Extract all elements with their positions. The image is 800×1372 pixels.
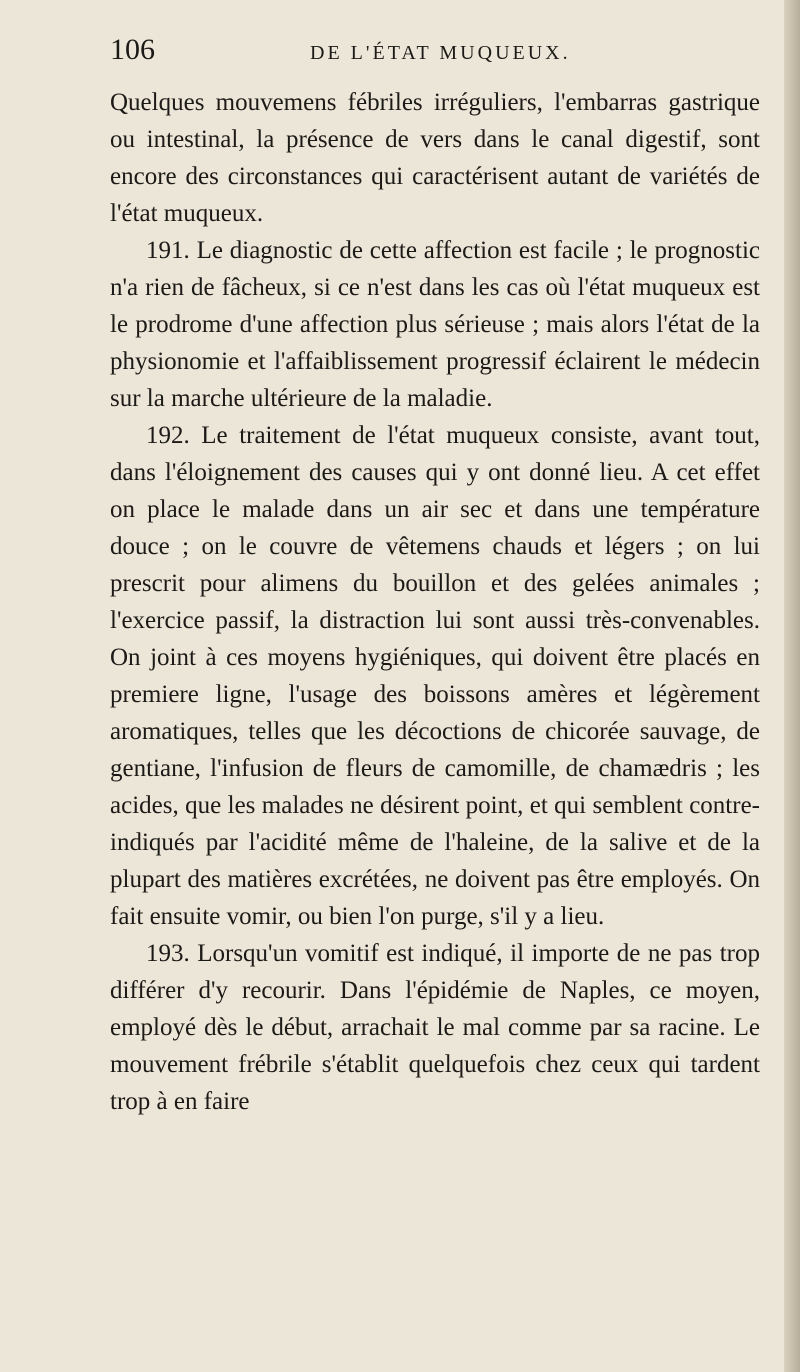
running-title: DE L'ÉTAT MUQUEUX. bbox=[310, 42, 571, 64]
running-head bbox=[110, 30, 760, 72]
page-number: 106 bbox=[110, 33, 155, 66]
paragraph-191: 191. Le diagnostic de cette affection est facile ; le prognostic n'a rien de fâcheux, si ce n'est dans les cas où l'état muqueux est le prodrome d'une affection plus sérieuse ; mais alors l'état de la physionomie et l'affaiblissement progressif éclairent le médecin sur la marche ultérieure de la maladie. bbox=[110, 237, 760, 412]
paragraph-192: 192. Le traitement de l'état muqueux consiste, avant tout, dans l'éloignement des causes qui y ont donné lieu. A cet effet on place le malade dans un air sec et dans une température douce ; on le couvre de vêtemens chauds et légers ; on lui prescrit pour alimens du bouillon et des gelées animales ; l'exercice passif, la distraction lui sont aussi très-convenables. On joint à ces moyens hygiéniques, qui doivent être placés en premiere ligne, l'usage des boissons amères et légèrement aromatiques, telles que les décoctions de chicorée sauvage, de gentiane, l'infusion de fleurs de camomille, de chamædris ; les acides, que les malades ne désirent point, et qui semblent contre-indiqués par l'acidité même de l'haleine, de la salive et de la plupart des matières excrétées, ne doivent pas être employés. On fait ensuite vomir, ou bien l'on purge, s'il y a lieu. bbox=[110, 422, 760, 930]
paragraph-continuation: Quelques mouvemens fébriles irréguliers, l'embarras gastrique ou intestinal, la présence de vers dans le canal digestif, sont encore des circonstances qui caractérisent autant de variétés de l'état muqueux. bbox=[110, 89, 760, 227]
paragraph-193: 193. Lorsqu'un vomitif est indiqué, il importe de ne pas trop différer d'y recourir. Dans l'épidémie de Naples, ce moyen, employé dès le début, arrachait le mal comme par sa racine. Le mouvement frébrile s'établit quelquefois chez ceux qui tardent trop à en faire bbox=[110, 940, 760, 1115]
text-block bbox=[110, 84, 760, 1120]
page-edge bbox=[784, 0, 800, 1372]
